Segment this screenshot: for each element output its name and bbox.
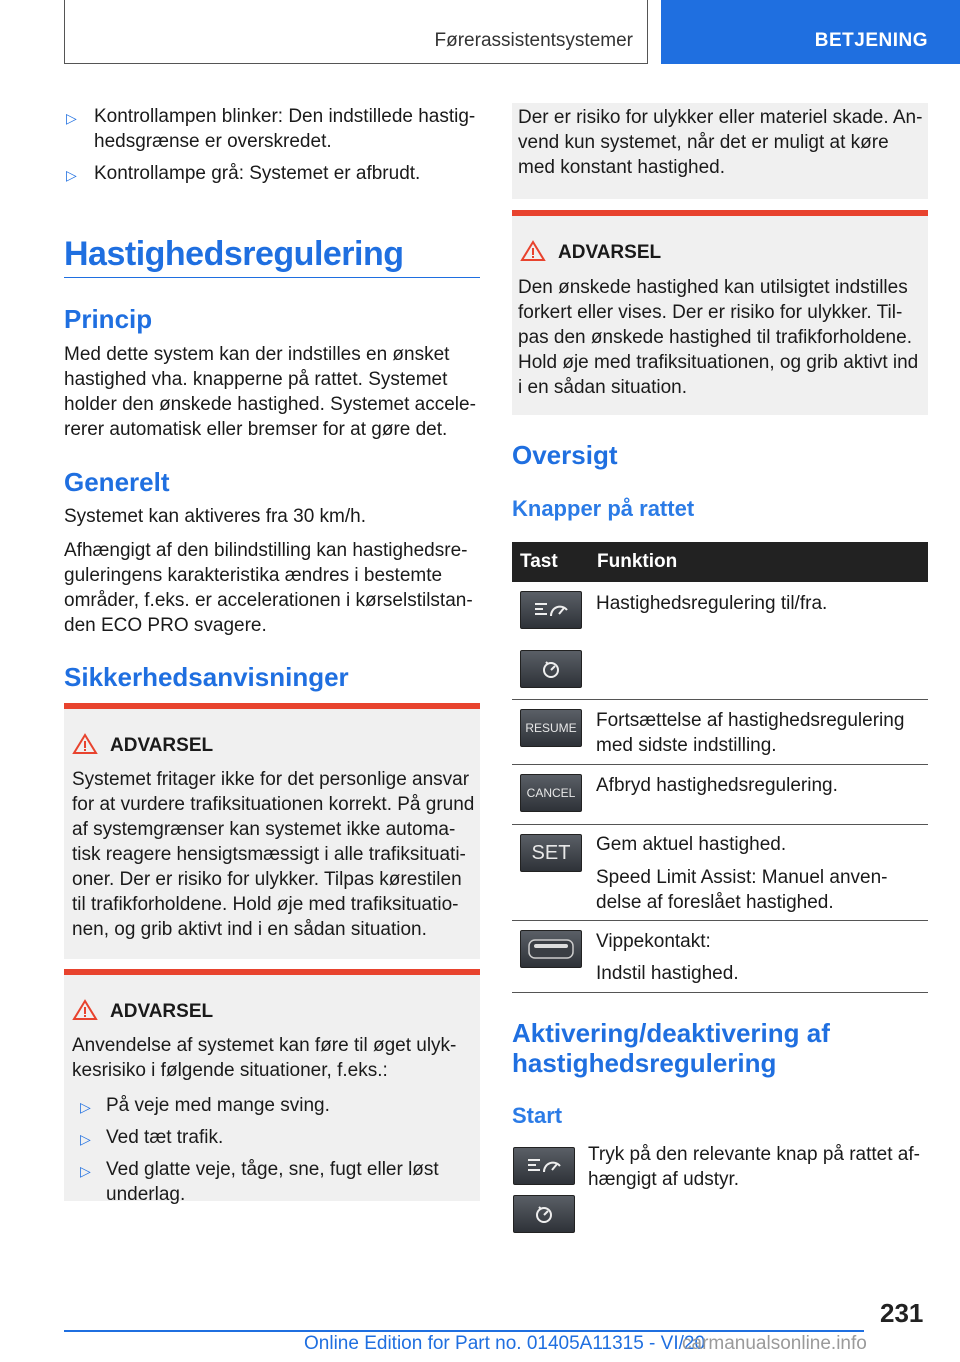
cancel-button: CANCEL: [520, 774, 582, 812]
title-rule: [64, 277, 480, 278]
bullet-triangle-icon: ▷: [80, 1099, 91, 1115]
oversigt-heading: Oversigt: [512, 440, 618, 470]
generelt-heading: Generelt: [64, 467, 170, 497]
aktivering-heading: Aktivering/deaktivering af hastighedsregulering: [512, 1018, 830, 1078]
warning-triangle-icon: [520, 240, 546, 262]
list-item: Ved glatte veje, tåge, sne, fugt eller løst underlag.: [106, 1159, 439, 1205]
column-header-funktion: Funktion: [597, 551, 678, 572]
start-paragraph: Tryk på den relevante knap på rattet af- hængigt af udstyr.: [588, 1144, 920, 1190]
bullet-triangle-icon: ▷: [80, 1131, 91, 1147]
generelt-paragraph-2: Afhængigt af den bilindstilling kan hastighedsre- guleringens karakteristika ændres i bestemte områder, f.eks. er accelerationen i kørselstilstan- den ECO PRO svagere.: [64, 540, 473, 636]
row-divider: [512, 764, 928, 765]
table-cell: Indstil hastighed.: [596, 963, 739, 984]
list-item: Kontrollampe grå: Systemet er afbrudt.: [94, 163, 421, 184]
row-divider: [512, 824, 928, 825]
cruise-limiter-icon: [513, 1195, 575, 1233]
column-header-tast: Tast: [520, 551, 558, 572]
generelt-paragraph-1: Systemet kan aktiveres fra 30 km/h.: [64, 506, 367, 527]
warning-title: ADVARSEL: [110, 1001, 214, 1022]
start-heading: Start: [512, 1103, 563, 1128]
cruise-control-icon: [520, 591, 582, 629]
note-box: [512, 103, 928, 199]
warning-title: ADVARSEL: [110, 735, 214, 756]
row-divider: [512, 699, 928, 700]
warning-triangle-icon: [72, 999, 98, 1021]
cruise-control-icon: [513, 1147, 575, 1185]
table-cell: Hastighedsregulering til/fra.: [596, 593, 828, 614]
row-divider: [512, 920, 928, 921]
warning-box: [512, 210, 928, 415]
header-section-title: Førerassistentsystemer: [434, 30, 633, 51]
header-chapter-title: BETJENING: [814, 30, 928, 51]
page-number: 231: [880, 1298, 924, 1328]
princip-paragraph: Med dette system kan der indstilles en ønsket hastighed vha. knapperne på rattet. Systemet holder den ønskede hastighed. Systemet accele- rerer automatisk eller bremser for at gøre det.: [64, 344, 476, 440]
warning-text: Anvendelse af systemet kan føre til øget ulyk- kesrisiko i følgende situationer, f.eks.:: [72, 1035, 457, 1081]
set-button: SET: [520, 834, 582, 872]
warning-text: Systemet fritager ikke for det personlige ansvar for at vurdere trafiksituationen korrekt. På grund af systemgrænser kan systemet ikke automa- tisk reagere hensigtsmæssigt i alle trafiksituati- oner. Der er risiko for ulykker. Tilpas kørestilen til trafikforholdene. Hold øje med trafiksituatio- nen, og grib aktivt ind i en sådan situation.: [72, 769, 475, 940]
header-chapter-tab: [661, 0, 960, 64]
list-item: Ved tæt trafik.: [106, 1127, 224, 1148]
princip-heading: Princip: [64, 304, 153, 334]
row-divider: [512, 992, 928, 993]
sikkerhed-heading: Sikkerhedsanvisninger: [64, 662, 349, 692]
table-cell: Vippekontakt:: [596, 931, 711, 952]
table-cell: Fortsættelse af hastighedsregulering med sidste indstilling.: [596, 710, 905, 756]
bullet-triangle-icon: ▷: [66, 110, 77, 126]
table-cell: Gem aktuel hastighed.: [596, 834, 787, 855]
footer-edition: Online Edition for Part no. 01405A11315 - VI/20: [304, 1333, 706, 1354]
warning-title: ADVARSEL: [558, 242, 662, 263]
header-section-tab: [64, 0, 648, 64]
list-item: På veje med mange sving.: [106, 1095, 330, 1116]
note-text: Der er risiko for ulykker eller materiel skade. An- vend kun systemet, når det er muligt at køre med konstant hastighed.: [518, 107, 923, 178]
list-item: Kontrollampen blinker: Den indstillede hastig- hedsgrænse er overskredet.: [94, 106, 476, 152]
bullet-triangle-icon: ▷: [80, 1163, 91, 1179]
warning-triangle-icon: [72, 733, 98, 755]
table-cell: Afbryd hastighedsregulering.: [596, 775, 838, 796]
warning-box: [64, 703, 480, 959]
resume-button: RESUME: [520, 709, 582, 747]
footer-rule: [64, 1330, 864, 1332]
cruise-limiter-icon: [520, 650, 582, 688]
table-cell: Speed Limit Assist: Manuel anven- delse af foreslået hastighed.: [596, 867, 888, 913]
bullet-triangle-icon: ▷: [66, 167, 77, 183]
knapper-heading: Knapper på rattet: [512, 496, 695, 521]
table-header: [512, 542, 928, 582]
warning-box: [64, 969, 480, 1205]
warning-text: Den ønskede hastighed kan utilsigtet indstilles forkert eller vises. Der er risiko for ulykker. Til- pas den ønskede hastighed til trafikforholdene. Hold øje med trafiksituationen, og grib aktivt ind i en sådan situation.: [518, 277, 919, 398]
footer-watermark: carmanualsonline.info: [682, 1333, 867, 1354]
rocker-switch-icon: [520, 930, 582, 968]
page-title: Hastighedsregulering: [64, 235, 404, 273]
